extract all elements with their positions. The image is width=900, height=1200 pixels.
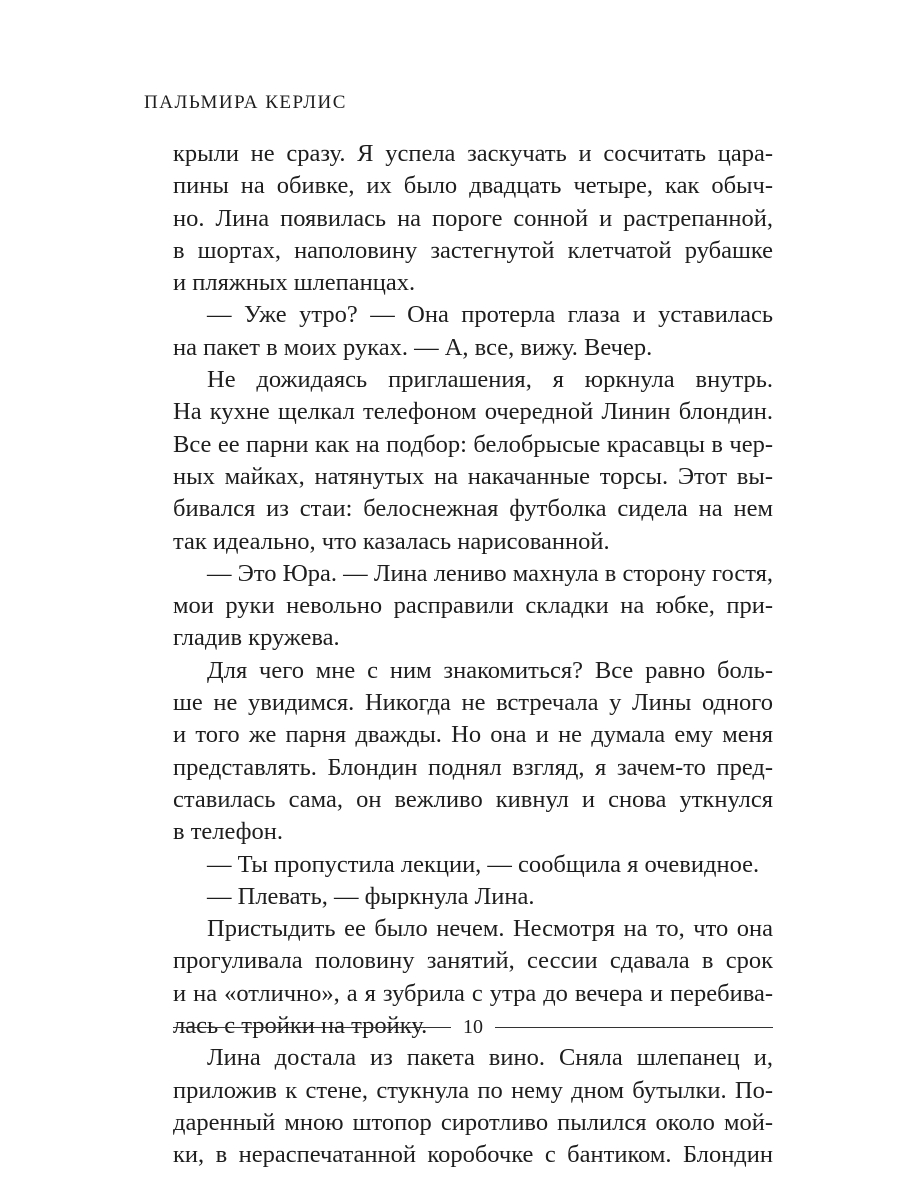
text-line: в шортах, наполовину застегнутой клетчатой рубашке xyxy=(173,236,773,264)
text-line: — Ты пропустила лекции, — сообщила я очевидное. xyxy=(207,850,760,878)
text-line: — Уже утро? — Она протерла глаза и уставилась xyxy=(207,301,773,329)
text-line: Не дожидаясь приглашения, я юркнула внутрь. xyxy=(207,366,773,394)
text-line: Все ее парни как на подбор: белобрысые красавцы в чер- xyxy=(173,430,773,458)
footer-rule-left xyxy=(173,1027,451,1028)
text-line: крыли не сразу. Я успела заскучать и сосчитать цара- xyxy=(173,140,773,167)
text-line: прогуливала половину занятий, сессии сдавала в срок xyxy=(173,947,773,975)
text-line: мои руки невольно расправили складки на юбке, при- xyxy=(173,592,773,620)
text-line: лась с тройки на тройку. xyxy=(173,1012,428,1040)
text-line: в телефон. xyxy=(173,818,284,846)
text-line: но. Лина появилась на пороге сонной и растрепанной, xyxy=(173,204,773,232)
page-footer xyxy=(173,1014,773,1040)
running-header-author: ПАЛЬМИРА КЕРЛИС xyxy=(144,92,347,113)
text-line: На кухне щелкал телефоном очередной Линин блондин. xyxy=(173,398,773,426)
text-line: Для чего мне с ним знакомиться? Все равно боль- xyxy=(207,656,773,684)
text-line: ставилась сама, он вежливо кивнул и снова уткнулся xyxy=(173,785,773,813)
text-line: Лина достала из пакета вино. Сняла шлепанец и, xyxy=(207,1044,773,1072)
text-line: и того же парня дважды. Но она и не думала ему меня xyxy=(173,721,773,749)
text-line: бивался из стаи: белоснежная футболка сидела на нем xyxy=(173,495,773,523)
text-line: пины на обивке, их было двадцать четыре, как обыч- xyxy=(173,172,773,200)
text-line: — Это Юра. — Лина лениво махнула в сторону гостя, xyxy=(207,559,773,587)
text-line: Пристыдить ее было нечем. Несмотря на то, что она xyxy=(207,915,773,943)
text-line: ных майках, натянутых на накачанные торсы. Этот вы- xyxy=(173,462,773,490)
text-line: приложив к стене, стукнула по нему дном бутылки. По- xyxy=(173,1076,773,1104)
text-line: на пакет в моих руках. — А, все, вижу. Вечер. xyxy=(173,333,653,361)
page-number: 10 xyxy=(463,1016,483,1038)
text-line: ше не увидимся. Никогда не встречала у Лины одного xyxy=(173,689,773,717)
text-line: ки, в нераспечатанной коробочке с бантиком. Блондин xyxy=(173,1141,773,1169)
text-line: даренный мною штопор сиротливо пылился около мой- xyxy=(173,1108,773,1136)
footer-rule-right xyxy=(495,1027,773,1028)
text-line: и на «отлично», а я зубрила с утра до вечера и перебива- xyxy=(173,979,773,1007)
text-line: — Плевать, — фыркнула Лина. xyxy=(207,882,535,910)
text-line: и пляжных шлепанцах. xyxy=(173,269,416,297)
text-line: так идеально, что казалась нарисованной. xyxy=(173,527,610,555)
text-line: представлять. Блондин поднял взгляд, я зачем-то пред- xyxy=(173,753,773,781)
text-line: гладив кружева. xyxy=(173,624,340,652)
